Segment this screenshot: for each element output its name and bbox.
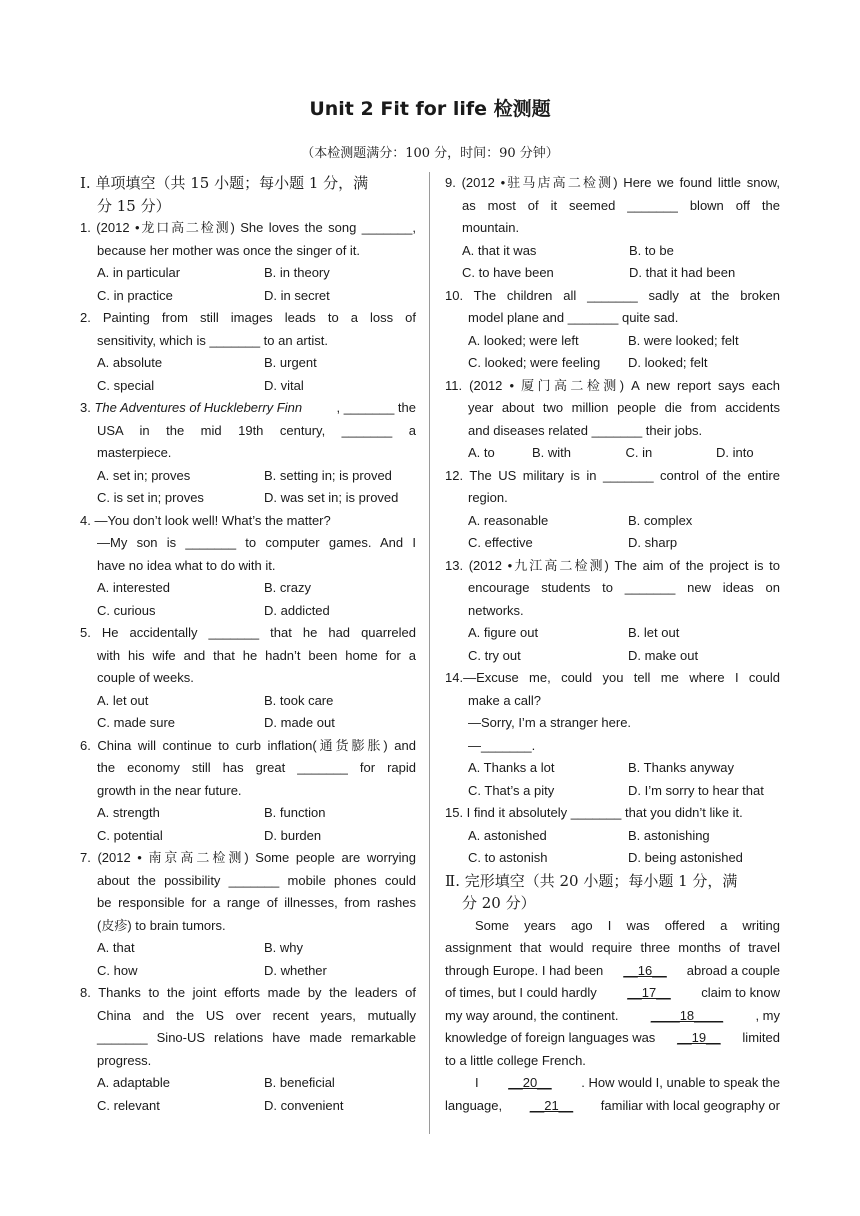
- section1-heading-cont: 分 15 分）: [97, 196, 171, 215]
- q13-option-a[interactable]: A. figure out: [468, 625, 539, 640]
- q5-stem-cont2: couple of weeks.: [97, 670, 194, 685]
- q4-option-b[interactable]: B. crazy: [264, 580, 311, 595]
- q3-stem-cont: USA in the mid 19th century, _______ a: [97, 422, 416, 438]
- q8-option-b[interactable]: B. beneficial: [264, 1075, 335, 1090]
- q6-stem: 6. China will continue to curb inflation(通货膨胀) and: [80, 737, 416, 753]
- q7-option-c[interactable]: C. how: [97, 962, 138, 978]
- q3-number: 3.: [80, 400, 95, 415]
- q3-book-title: The Adventures of Huckleberry Finn: [94, 400, 303, 415]
- q4-stem: 4. —You don’t look well! What’s the matter?: [80, 512, 331, 528]
- question-15: [445, 802, 780, 870]
- q5-stem-cont: with his wife and that he hadn’t been home for a: [97, 647, 416, 663]
- passage-text: familiar with local geography or: [600, 1097, 780, 1113]
- passage-line: [445, 1072, 780, 1095]
- blank-17[interactable]: __17__: [627, 985, 671, 1000]
- q7-option-b[interactable]: B. why: [264, 940, 304, 955]
- q3-option-d[interactable]: D. was set in; is proved: [264, 490, 399, 505]
- q9-option-c[interactable]: C. to have been: [462, 265, 554, 280]
- q9-option-a[interactable]: A. that it was: [462, 242, 537, 258]
- q1-option-a[interactable]: A. in particular: [97, 265, 181, 280]
- q9-option-d[interactable]: D. that it had been: [629, 265, 736, 280]
- q14-stem-cont: make a call?: [468, 692, 541, 708]
- q6-option-a[interactable]: A. strength: [97, 805, 160, 820]
- q2-option-a[interactable]: A. absolute: [97, 355, 163, 370]
- blank-21[interactable]: __21__: [529, 1097, 574, 1113]
- q3-stem-tail: , _______ the: [336, 400, 416, 415]
- section2-heading-cont: 分 20 分）: [462, 894, 536, 912]
- passage-line: [445, 960, 780, 983]
- q13-stem-cont: encourage students to _______ new ideas on: [468, 580, 780, 595]
- q6-stem-cont: the economy still has great _______ for rapid: [97, 760, 416, 775]
- question-9: [445, 172, 780, 285]
- q11-option-a[interactable]: A. to: [468, 445, 495, 460]
- question-7: [80, 847, 416, 982]
- q8-option-a[interactable]: A. adaptable: [97, 1075, 171, 1090]
- blank-19[interactable]: __19__: [677, 1030, 721, 1045]
- q4-option-c[interactable]: C. curious: [97, 602, 156, 618]
- q15-stem: 15. I find it absolutely _______ that you didn’t like it.: [445, 805, 743, 820]
- q5-option-c[interactable]: C. made sure: [97, 715, 176, 730]
- q1-option-b[interactable]: B. in theory: [264, 265, 330, 280]
- q15-option-b[interactable]: B. astonishing: [628, 827, 710, 843]
- q12-stem-cont: region.: [468, 490, 508, 505]
- q1-option-c[interactable]: C. in practice: [97, 287, 173, 303]
- q12-option-c[interactable]: C. effective: [468, 535, 533, 550]
- q13-option-d[interactable]: D. make out: [628, 647, 699, 663]
- question-1: [80, 217, 416, 307]
- q10-option-d[interactable]: D. looked; felt: [628, 355, 708, 370]
- page-title: Unit 2 Fit for life 检测题: [309, 98, 551, 120]
- q6-stem-cont2: growth in the near future.: [97, 782, 242, 798]
- q12-option-a[interactable]: A. reasonable: [468, 512, 549, 528]
- question-6: [80, 735, 416, 848]
- q5-option-a[interactable]: A. let out: [97, 692, 149, 708]
- question-3: [80, 397, 416, 510]
- q8-option-d[interactable]: D. convenient: [264, 1097, 344, 1113]
- q7-stem-cont3: (皮疹) to brain tumors.: [97, 917, 226, 933]
- q2-option-d[interactable]: D. vital: [264, 377, 304, 393]
- section2-heading: Ⅱ. 完形填空（共 20 小题；每小题 1 分，满: [445, 871, 738, 890]
- q13-option-b[interactable]: B. let out: [628, 625, 680, 640]
- passage-text: of times, but I could hardly: [445, 985, 597, 1000]
- q6-option-b[interactable]: B. function: [264, 805, 326, 820]
- question-8: [80, 982, 416, 1117]
- passage-line: [445, 982, 780, 1005]
- right-column: [445, 172, 780, 1117]
- q1-stem-cont: because her mother was once the singer of it.: [97, 242, 361, 258]
- q5-option-d[interactable]: D. made out: [264, 715, 335, 730]
- passage-text: abroad a couple: [686, 962, 780, 978]
- q5-stem: 5. He accidentally _______ that he had quarreled: [80, 625, 416, 640]
- q10-option-a[interactable]: A. looked; were left: [468, 332, 579, 348]
- q14-option-b[interactable]: B. Thanks anyway: [628, 760, 734, 775]
- question-4: [80, 510, 416, 623]
- column-divider: [429, 172, 430, 1134]
- q8-stem-cont2: _______ Sino-US relations have made remarkable: [97, 1030, 416, 1045]
- passage-text: claim to know: [701, 985, 780, 1000]
- q2-option-c[interactable]: C. special: [97, 377, 155, 393]
- passage-text: limited: [742, 1030, 780, 1045]
- q3-stem-cont2: masterpiece.: [97, 445, 172, 460]
- passage-text: , my: [755, 1007, 780, 1023]
- q4-option-a[interactable]: A. interested: [97, 580, 170, 595]
- q13-stem-cont2: networks.: [468, 602, 524, 618]
- q14-stem: 14.—Excuse me, could you tell me where I could: [445, 670, 780, 685]
- q5-option-b[interactable]: B. took care: [264, 692, 334, 708]
- q11-stem: 11. (2012 • 厦门高二检测) A new report says each: [445, 377, 780, 393]
- q1-stem: 1. (2012 •龙口高二检测) She loves the song _______,: [80, 220, 416, 235]
- question-2: [80, 307, 416, 397]
- passage-line: [445, 1027, 780, 1050]
- q12-option-b[interactable]: B. complex: [628, 512, 693, 528]
- q14-stem-cont2: —Sorry, I’m a stranger here.: [468, 715, 632, 730]
- q2-stem: 2. Painting from still images leads to a loss of: [80, 310, 416, 325]
- passage-line: [445, 1095, 780, 1118]
- q4-option-d[interactable]: D. addicted: [264, 602, 330, 618]
- q4-stem-cont2: have no idea what to do with it.: [97, 557, 276, 573]
- q8-option-c[interactable]: C. relevant: [97, 1097, 160, 1113]
- q6-option-c[interactable]: C. potential: [97, 827, 163, 843]
- passage-text: language,: [445, 1097, 503, 1113]
- q7-stem-cont2: be responsible for a range of illnesses, from rashes: [97, 895, 416, 910]
- passage-line: [445, 1005, 780, 1028]
- q10-option-c[interactable]: C. looked; were feeling: [468, 355, 601, 370]
- q6-option-d[interactable]: D. burden: [264, 827, 322, 843]
- section1-heading: Ⅰ. 单项填空（共 15 小题；每小题 1 分，满: [80, 174, 369, 192]
- page-subtitle: （本检测题满分：100 分，时间：90 分钟）: [301, 146, 559, 161]
- q10-option-b[interactable]: B. were looked; felt: [628, 332, 739, 348]
- q15-option-d[interactable]: D. being astonished: [628, 850, 743, 865]
- q10-stem: 10. The children all _______ sadly at the broken: [445, 287, 780, 303]
- q15-option-a[interactable]: A. astonished: [468, 827, 547, 843]
- q7-stem-cont: about the possibility _______ mobile phones could: [97, 872, 416, 888]
- q12-option-d[interactable]: D. sharp: [628, 535, 678, 550]
- q7-option-a[interactable]: A. that: [97, 940, 135, 955]
- passage-line: assignment that would require three months of travel: [445, 940, 780, 955]
- question-12: [445, 465, 780, 555]
- q10-stem-cont: model plane and _______ quite sad.: [468, 310, 679, 325]
- q9-stem: 9. (2012 •驻马店高二检测) Here we found little snow,: [445, 175, 780, 190]
- q3-option-c[interactable]: C. is set in; proves: [97, 490, 204, 505]
- passage-text: knowledge of foreign languages was: [445, 1030, 656, 1045]
- q2-option-b[interactable]: B. urgent: [264, 355, 317, 370]
- q7-option-d[interactable]: D. whether: [264, 962, 327, 978]
- q11-option-b[interactable]: B. with: [531, 445, 571, 460]
- question-10: [445, 285, 780, 375]
- blank-20[interactable]: __20__: [508, 1075, 552, 1090]
- q12-stem: 12. The US military is in _______ control of the entire: [445, 467, 780, 483]
- passage-text: I: [475, 1075, 479, 1090]
- question-14: [445, 667, 780, 802]
- q4-stem-cont: —My son is _______ to computer games. And I: [97, 535, 416, 550]
- left-column: [80, 172, 416, 1117]
- passage-text: my way around, the continent.: [445, 1007, 619, 1023]
- q9-stem-cont2: mountain.: [462, 220, 520, 235]
- q8-stem: 8. Thanks to the joint efforts made by the leaders of: [80, 985, 416, 1000]
- q9-stem-cont: as most of it seemed _______ blown off the: [462, 197, 780, 213]
- q15-option-c[interactable]: C. to astonish: [468, 850, 548, 865]
- passage-line: to a little college French.: [445, 1052, 586, 1068]
- blank-16[interactable]: __16__: [623, 962, 667, 978]
- passage-line: Some years ago I was offered a writing: [475, 917, 780, 933]
- q9-option-b[interactable]: B. to be: [629, 242, 674, 258]
- q14-option-a[interactable]: A. Thanks a lot: [468, 760, 555, 775]
- cloze-passage: [445, 915, 780, 1118]
- q11-stem-cont: year about two million people die from accidents: [468, 400, 780, 415]
- passage-text: through Europe. I had been: [445, 962, 604, 978]
- q3-option-b[interactable]: B. setting in; is proved: [264, 467, 392, 483]
- q3-option-a[interactable]: A. set in; proves: [97, 467, 191, 483]
- q2-stem-cont: sensitivity, which is _______ to an artist.: [97, 332, 328, 348]
- q1-option-d[interactable]: D. in secret: [264, 287, 330, 303]
- q8-stem-cont3: progress.: [97, 1052, 152, 1068]
- q11-option-d[interactable]: D. into: [716, 445, 754, 460]
- question-11: [445, 375, 780, 465]
- q14-option-c[interactable]: C. That’s a pity: [468, 782, 555, 798]
- q13-stem: 13. (2012 •九江高二检测) The aim of the project is to: [445, 557, 780, 573]
- q14-stem-cont3: —_______.: [468, 737, 536, 753]
- q3-stem: [80, 397, 416, 420]
- blank-18[interactable]: ____18____: [650, 1007, 724, 1023]
- passage-text: . How would I, unable to speak the: [581, 1075, 780, 1090]
- q13-option-c[interactable]: C. try out: [468, 647, 521, 663]
- q14-option-d[interactable]: D. I’m sorry to hear that: [628, 782, 764, 798]
- question-5: [80, 622, 416, 735]
- q7-stem: 7. (2012 • 南京高二检测) Some people are worrying: [80, 850, 416, 865]
- q8-stem-cont: China and the US over recent years, mutually: [97, 1007, 416, 1023]
- q11-stem-cont2: and diseases related _______ their jobs.: [468, 422, 703, 438]
- q11-option-c[interactable]: C. in: [625, 445, 653, 460]
- question-13: [445, 555, 780, 668]
